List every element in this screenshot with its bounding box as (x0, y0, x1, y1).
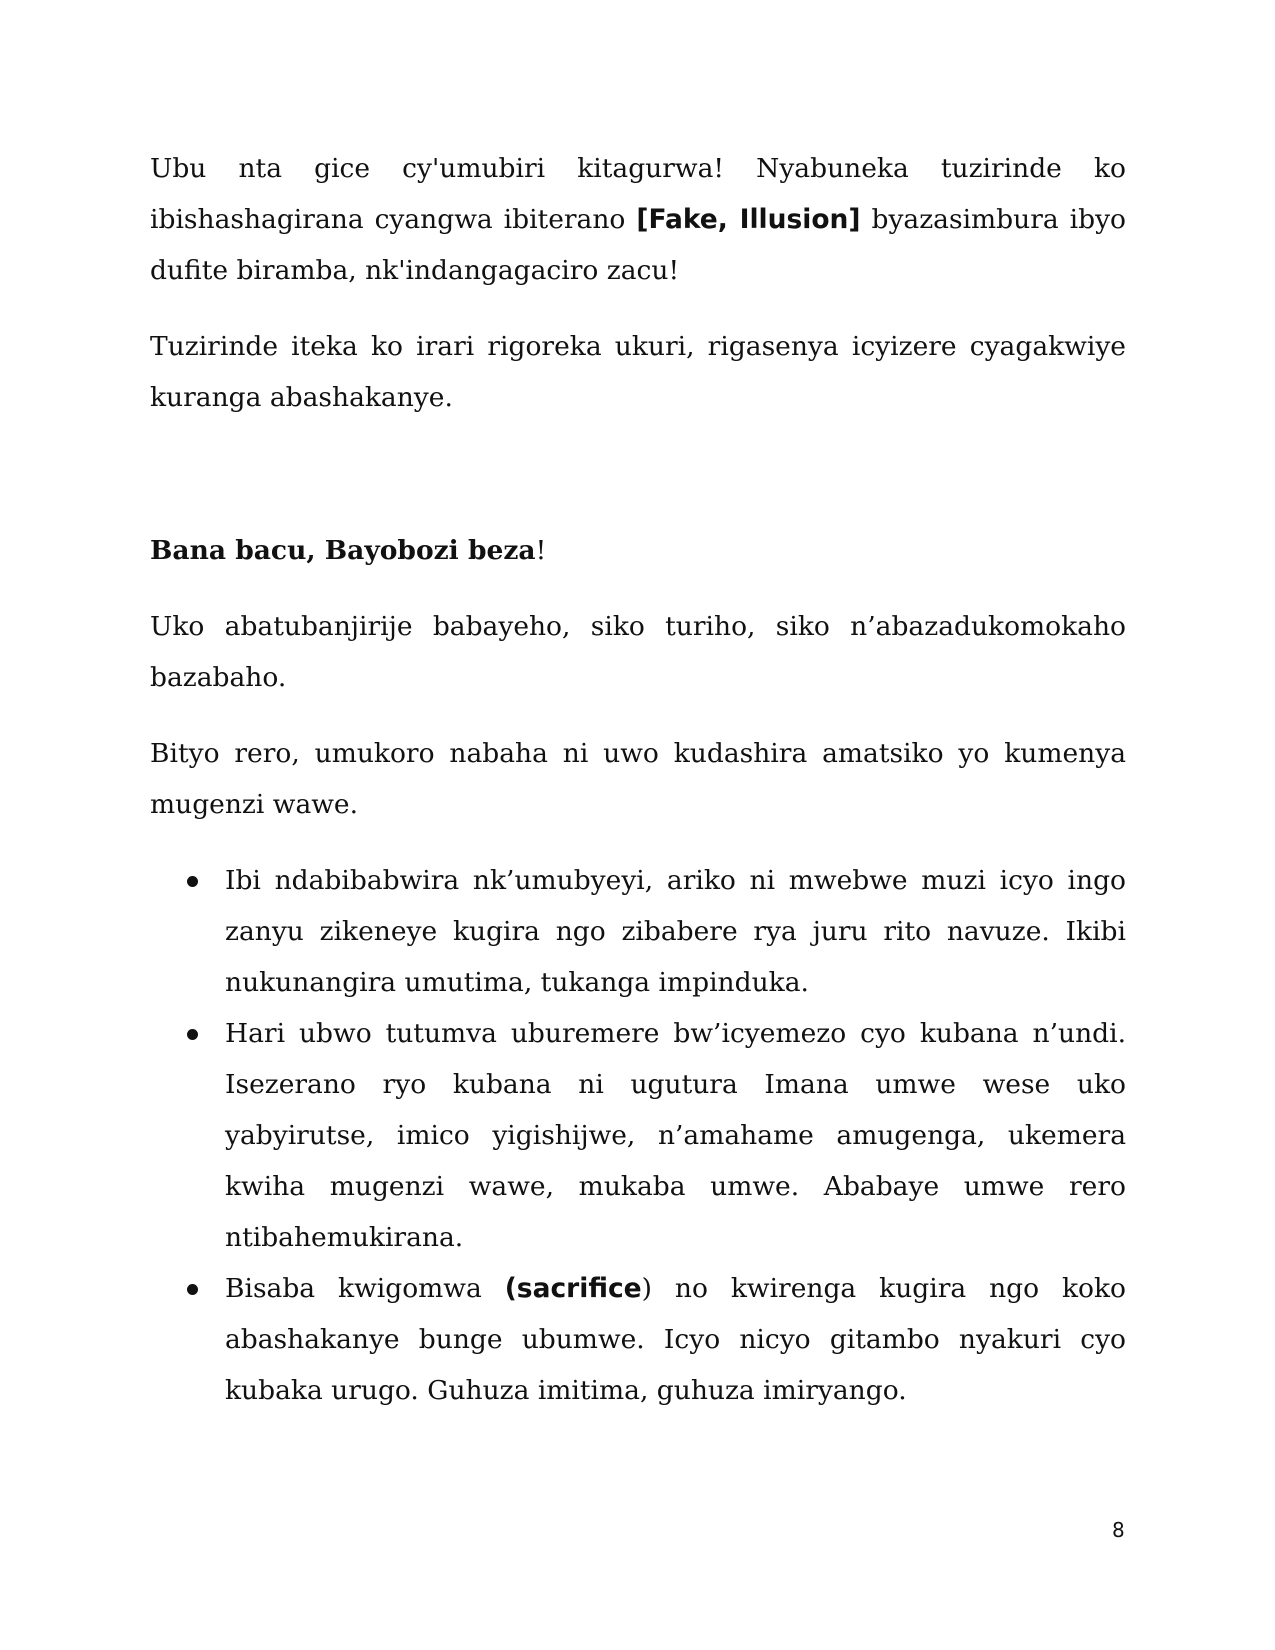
paragraph-umukoro: Bityo rero, umukoro nabaha ni uwo kudashira amatsiko yo kumenya mugenzi wawe. (150, 738, 1126, 820)
bold-term-fake-illusion: [Fake, Illusion] (636, 204, 861, 235)
paragraph-text: Ubu nta gice cy'umubiri kitagurwa! Nyabuneka tuzirinde ko ibishashagirana cyangwa ibiterano (150, 153, 1126, 235)
bullet-list (150, 855, 1126, 1416)
heading-exclamation: ! (535, 535, 547, 566)
paragraph-abatubanjirije: Uko abatubanjirije babayeho, siko turiho, siko n’abazadukomokaho bazabaho. (150, 611, 1126, 693)
heading-text: Bana bacu, Bayobozi beza (150, 535, 536, 566)
list-item (225, 855, 1126, 1008)
paragraph-text: byazasimbura ibyo dufite biramba, nk'indangagaciro zacu! (150, 204, 1126, 286)
list-item-text: Bisaba kwigomwa (225, 1273, 505, 1304)
list-item (225, 1263, 1126, 1416)
page-number: 8 (1112, 1518, 1125, 1542)
list-item-text: Ibi ndabibabwira nk’umubyeyi, ariko ni mwebwe muzi icyo ingo zanyu zikeneye kugira ngo zibabere rya juru rito navuze. Ikibi nukunangira umutima, tukanga impinduka. (225, 865, 1126, 998)
paragraph-fake-illusion (150, 143, 1126, 296)
bold-term-sacrifice: (sacrifice (504, 1273, 642, 1304)
paragraph-irari: Tuzirinde iteka ko irari rigoreka ukuri, rigasenya icyizere cyagakwiye kuranga abashakanye. (150, 331, 1126, 413)
bullet-icon (187, 876, 198, 887)
list-item-text: Hari ubwo tutumva uburemere bw’icyemezo cyo kubana n’undi. Isezerano ryo kubana ni ugutura Imana umwe wese uko yabyirutse, imico yigishijwe, n’amahame amugenga, ukemera kwiha mugenzi wawe, mukaba umwe. Ababaye umwe rero ntibahemukirana. (225, 1018, 1126, 1253)
list-item-text: ) no kwirenga kugira ngo koko abashakanye bunge ubumwe. Icyo nicyo gitambo nyakuri cyo kubaka urugo. Guhuza imitima, guhuza imiryango. (225, 1273, 1126, 1406)
bullet-icon (187, 1284, 198, 1295)
document-page (150, 143, 1126, 1416)
section-heading (150, 525, 1126, 576)
bullet-icon (187, 1029, 198, 1040)
list-item (225, 1008, 1126, 1263)
